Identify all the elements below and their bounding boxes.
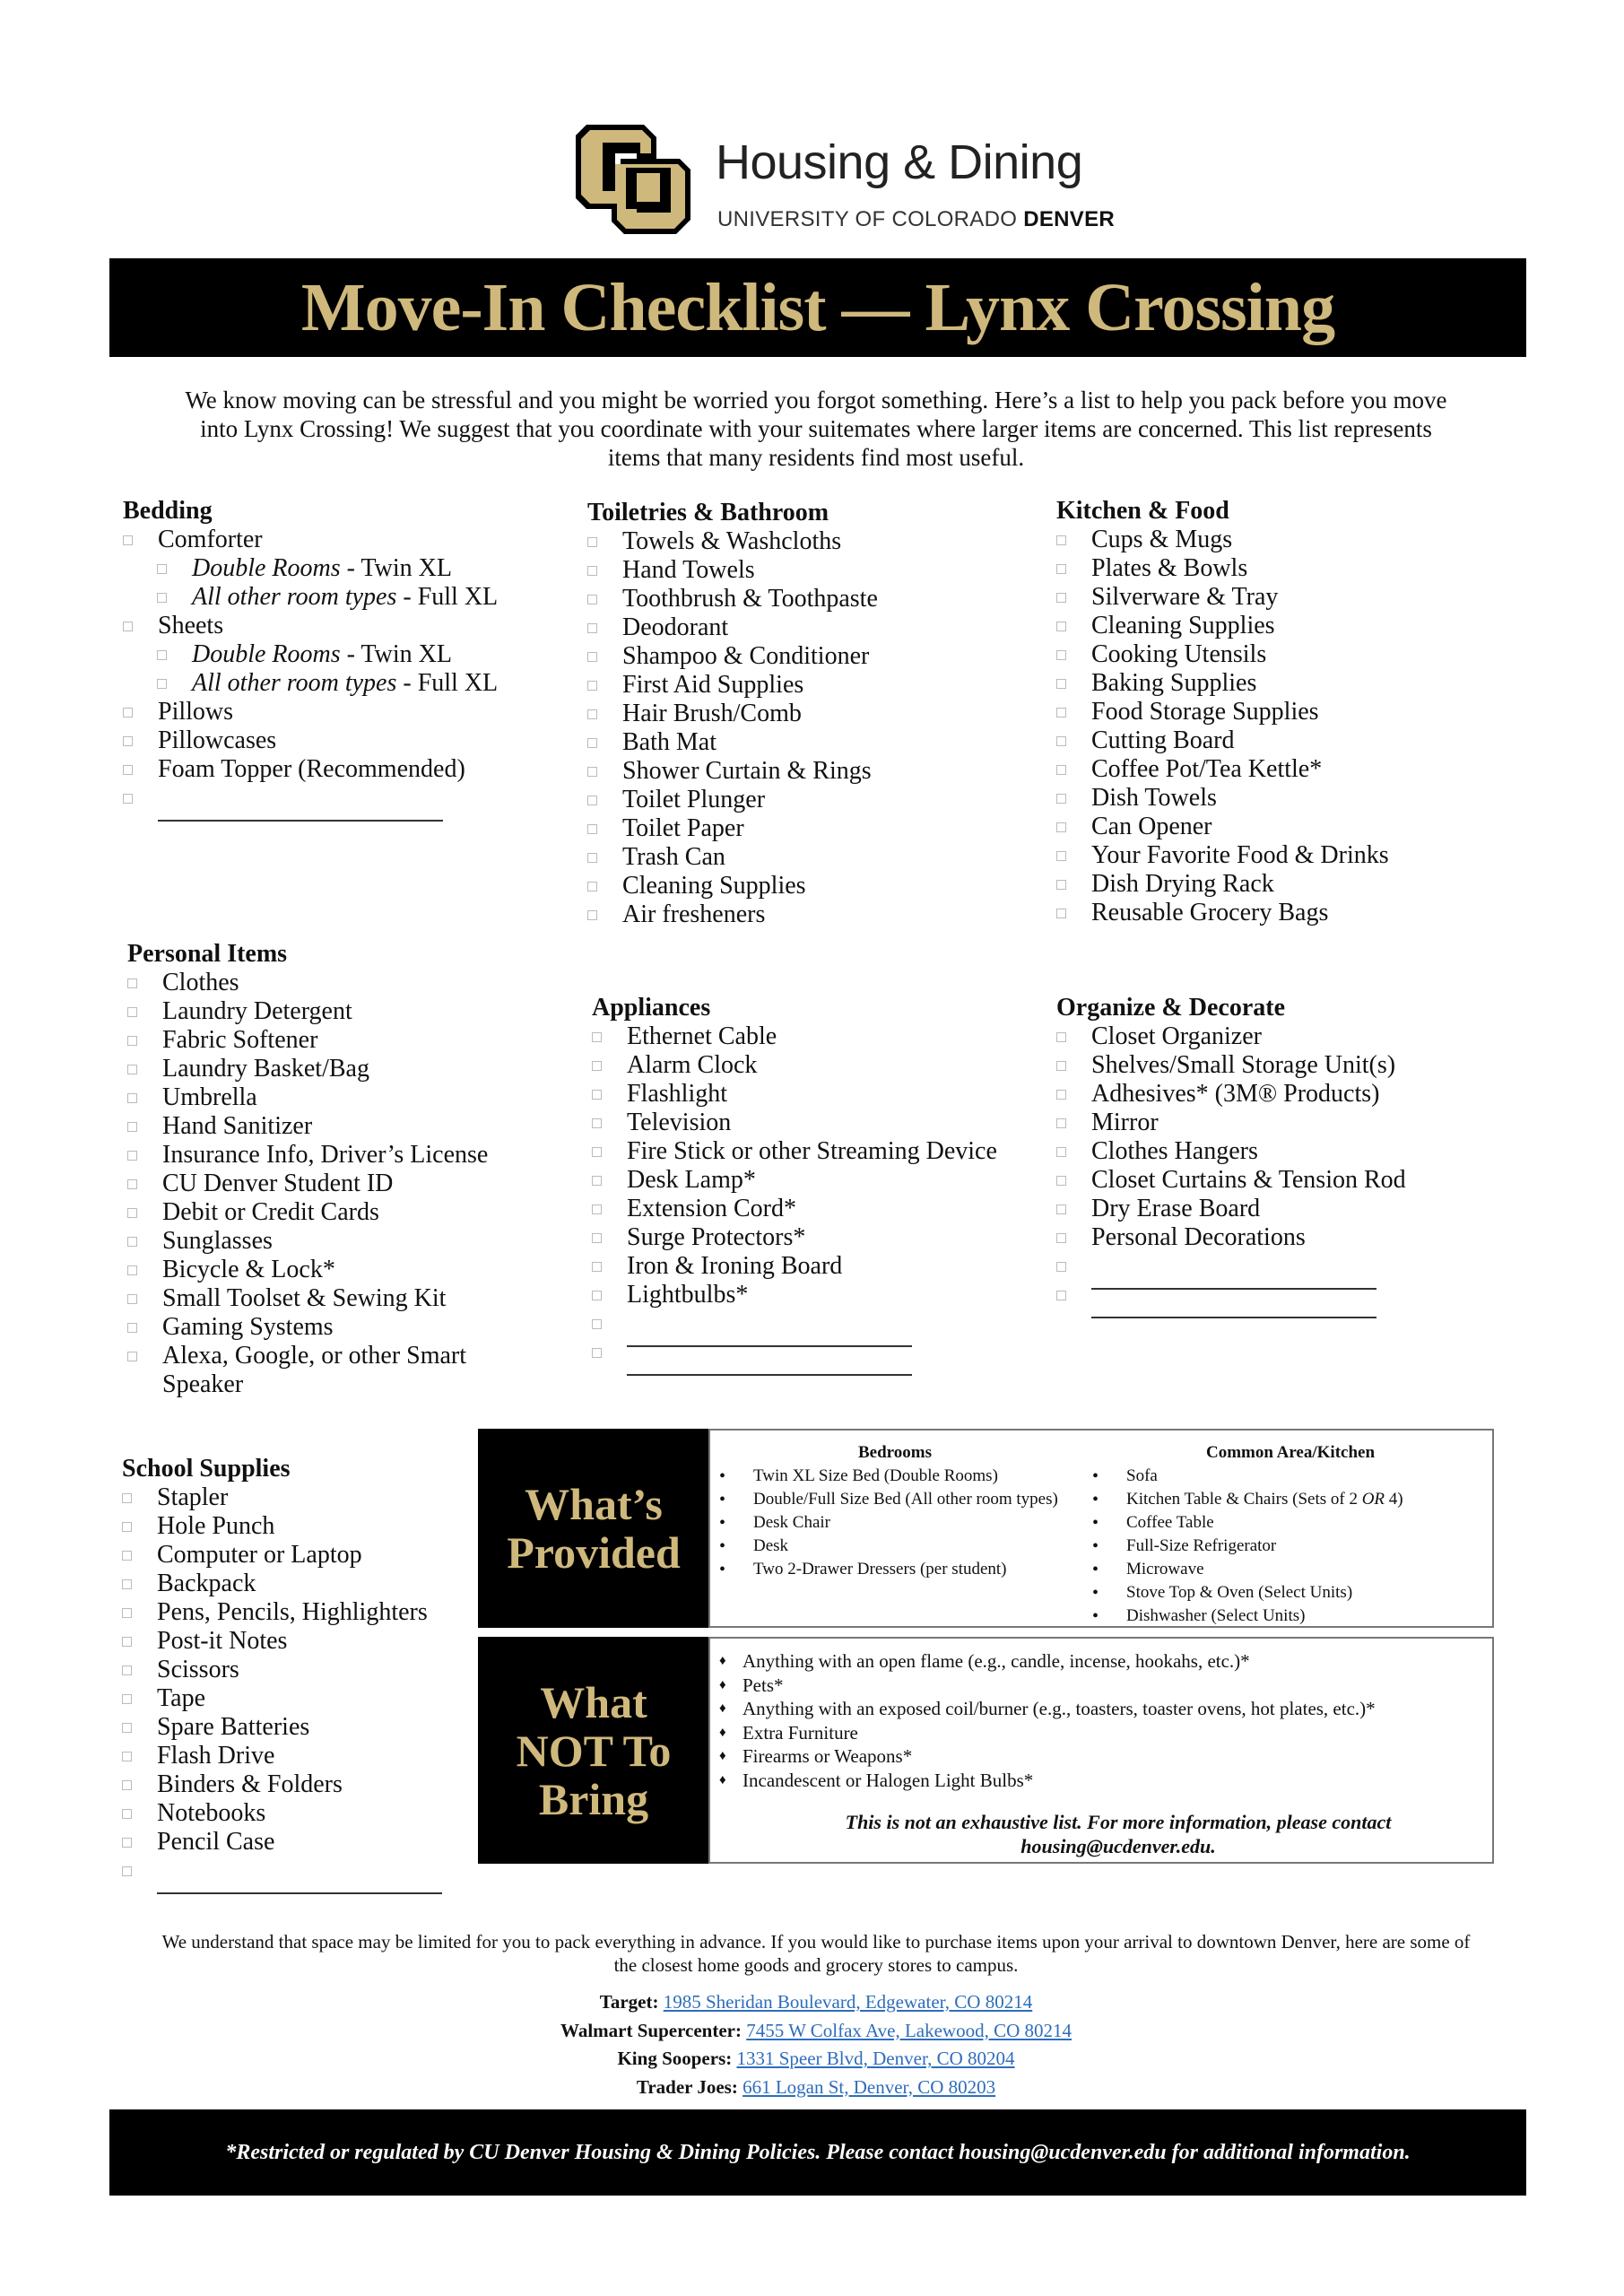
- write-in-line[interactable]: [627, 1352, 912, 1376]
- checkbox-icon[interactable]: [1056, 622, 1066, 631]
- checkbox-icon[interactable]: [1056, 1291, 1066, 1300]
- checkbox-icon[interactable]: [587, 566, 597, 576]
- checklist-item[interactable]: Food Storage Supplies: [1056, 698, 1505, 726]
- write-in-line[interactable]: [157, 1871, 442, 1894]
- checklist-item[interactable]: Cleaning Supplies: [1056, 612, 1505, 640]
- checkbox-icon[interactable]: [127, 978, 137, 988]
- checklist-item[interactable]: Spare Batteries: [122, 1713, 481, 1742]
- checklist-item[interactable]: Dish Towels: [1056, 784, 1505, 813]
- checklist-item[interactable]: Surge Protectors*: [592, 1223, 1058, 1252]
- whats-provided-panel: [708, 1429, 1494, 1628]
- checklist-item[interactable]: Towels & Washcloths: [587, 527, 1036, 556]
- checklist-blank-item[interactable]: [1056, 1252, 1505, 1281]
- prohibited-item: ♦ Anything with an exposed coil/burner (e.g., toasters, toaster ovens, hot plates, etc.)*: [717, 1697, 1492, 1721]
- checkbox-icon[interactable]: [122, 1809, 132, 1819]
- checkbox-icon[interactable]: [1056, 1205, 1066, 1214]
- checkbox-icon[interactable]: [1056, 1176, 1066, 1186]
- provided-bedrooms: [716, 1441, 1074, 1581]
- provided-item: • Full-Size Refrigerator: [1089, 1535, 1492, 1558]
- provided-common-area: [1089, 1441, 1492, 1628]
- checklist-item[interactable]: Foam Topper (Recommended): [123, 755, 517, 784]
- checklist: [127, 969, 549, 1399]
- checkbox-icon[interactable]: [127, 1294, 137, 1304]
- section-organize-decorate: [1056, 994, 1505, 1309]
- section-heading: Toiletries & Bathroom: [587, 499, 829, 526]
- prohibited-item: ♦ Firearms or Weapons*: [717, 1744, 1492, 1769]
- checkbox-icon[interactable]: [592, 1061, 602, 1071]
- provided-item: • Microwave: [1089, 1558, 1492, 1581]
- checkbox-icon[interactable]: [127, 1007, 137, 1017]
- column-heading: Common Area/Kitchen: [1205, 1443, 1376, 1462]
- checklist-item[interactable]: Deodorant: [587, 613, 1036, 642]
- checkbox-icon[interactable]: [1056, 822, 1066, 832]
- brand-title: Housing & Dining: [716, 135, 1083, 189]
- checkbox-icon[interactable]: [592, 1147, 602, 1157]
- checklist-item[interactable]: Laundry Basket/Bag: [127, 1055, 521, 1083]
- checklist-item[interactable]: Television: [592, 1109, 1058, 1137]
- checkbox-icon[interactable]: [157, 650, 167, 660]
- checkbox-icon[interactable]: [157, 679, 167, 689]
- checkbox-icon[interactable]: [1056, 765, 1066, 775]
- what-not-to-bring-label: What NOT To Bring: [478, 1637, 709, 1864]
- footer-note: *Restricted or regulated by CU Denver Housing & Dining Policies. Please contact housing@ucdenver.edu for additional information.: [225, 2140, 1411, 2164]
- intro-paragraph: We know moving can be stressful and you might be worried you forgot something. Here’s a list to help you pack before you move into Lynx Crossing! We suggest that you coordinate with your suitemates where larger items are concerned. This list represents items that many residents find most useful.: [185, 387, 1447, 471]
- checkbox-icon[interactable]: [1056, 794, 1066, 804]
- checkbox-icon[interactable]: [122, 1780, 132, 1790]
- checklist-item[interactable]: Computer or Laptop: [122, 1541, 481, 1570]
- checklist-item[interactable]: Pens, Pencils, Highlighters: [122, 1598, 481, 1627]
- checklist-item[interactable]: Cleaning Supplies: [587, 872, 1036, 900]
- checkbox-icon[interactable]: [122, 1838, 132, 1848]
- checkbox-icon[interactable]: [1056, 1061, 1066, 1071]
- prohibited-item: ♦ Anything with an open flame (e.g., candle, incense, hookahs, etc.)*: [717, 1649, 1492, 1674]
- checklist-item[interactable]: Cooking Utensils: [1056, 640, 1505, 669]
- checkbox-icon[interactable]: [592, 1176, 602, 1186]
- checkbox-icon[interactable]: [1056, 1262, 1066, 1272]
- store-entry: [161, 1990, 1471, 2013]
- checklist-item[interactable]: Hair Brush/Comb: [587, 700, 1036, 728]
- checklist: [122, 1483, 481, 1885]
- checkbox-icon[interactable]: [123, 765, 133, 775]
- section-personal-items: [127, 940, 549, 1399]
- checklist-item[interactable]: Bath Mat: [587, 728, 1036, 757]
- column-heading: Bedrooms: [858, 1443, 932, 1462]
- provided-item: • Desk Chair: [716, 1511, 1074, 1535]
- checklist-item[interactable]: Cups & Mugs: [1056, 526, 1505, 554]
- checklist-item[interactable]: Iron & Ironing Board: [592, 1252, 1058, 1281]
- checkbox-icon[interactable]: [123, 622, 133, 631]
- checklist-item[interactable]: Hand Towels: [587, 556, 1036, 585]
- provided-item: • Sofa: [1089, 1465, 1492, 1488]
- store-entry: [161, 2075, 1471, 2099]
- checkbox-icon[interactable]: [127, 1352, 137, 1361]
- checkbox-icon[interactable]: [122, 1637, 132, 1647]
- section-heading: Appliances: [592, 994, 711, 1022]
- checkbox-icon[interactable]: [127, 1323, 137, 1333]
- checkbox-icon[interactable]: [122, 1694, 132, 1704]
- checklist-item[interactable]: Plates & Bowls: [1056, 554, 1505, 583]
- checklist-item[interactable]: Toilet Plunger: [587, 786, 1036, 814]
- checkbox-icon[interactable]: [592, 1032, 602, 1042]
- checklist-item[interactable]: Extension Cord*: [592, 1195, 1058, 1223]
- checklist-item[interactable]: Binders & Folders: [122, 1770, 481, 1799]
- checklist-item[interactable]: Notebooks: [122, 1799, 481, 1828]
- brand-subtitle: UNIVERSITY OF COLORADO DENVER: [717, 207, 1116, 231]
- checkbox-icon[interactable]: [592, 1348, 602, 1358]
- checklist-item[interactable]: Stapler: [122, 1483, 481, 1512]
- checklist-blank-item[interactable]: [592, 1338, 1058, 1367]
- store-address-link[interactable]: 1331 Speer Blvd, Denver, CO 80204: [736, 2048, 1015, 2069]
- page-title: Move-In Checklist — Lynx Crossing: [300, 269, 1335, 345]
- checklist-item[interactable]: Laundry Detergent: [127, 997, 521, 1026]
- checklist-item[interactable]: Pillowcases: [123, 726, 517, 755]
- checkbox-icon[interactable]: [127, 1122, 137, 1132]
- checklist-item[interactable]: Adhesives* (3M® Products): [1056, 1080, 1505, 1109]
- checkbox-icon[interactable]: [592, 1118, 602, 1128]
- checkbox-icon[interactable]: [127, 1237, 137, 1247]
- checklist-item[interactable]: Shelves/Small Storage Unit(s): [1056, 1051, 1505, 1080]
- checkbox-icon[interactable]: [1056, 1233, 1066, 1243]
- checkbox-icon[interactable]: [1056, 564, 1066, 574]
- provided-item: • Coffee Table: [1089, 1511, 1492, 1535]
- checklist-item[interactable]: First Aid Supplies: [587, 671, 1036, 700]
- section-kitchen: [1056, 497, 1505, 927]
- checkbox-icon[interactable]: [127, 1093, 137, 1103]
- checkbox-icon[interactable]: [592, 1205, 602, 1214]
- checklist-item[interactable]: Flash Drive: [122, 1742, 481, 1770]
- checklist-item[interactable]: Sheets: [123, 612, 517, 640]
- checkbox-icon[interactable]: [122, 1665, 132, 1675]
- section-heading: School Supplies: [122, 1455, 291, 1483]
- checklist: [592, 1022, 1058, 1367]
- checkbox-icon[interactable]: [127, 1151, 137, 1161]
- checkbox-icon[interactable]: [127, 1208, 137, 1218]
- checklist-item[interactable]: Shower Curtain & Rings: [587, 757, 1036, 786]
- checklist-item[interactable]: Desk Lamp*: [592, 1166, 1058, 1195]
- checkbox-icon[interactable]: [587, 796, 597, 805]
- checkbox-icon[interactable]: [123, 736, 133, 746]
- checklist-item[interactable]: Debit or Credit Cards: [127, 1198, 521, 1227]
- checkbox-icon[interactable]: [587, 767, 597, 777]
- stores-intro: We understand that space may be limited for you to pack everything in advance. If you would like to purchase items upon your arrival to downtown Denver, here are some of the closest home goods and grocery stores to campus.: [161, 1931, 1471, 1976]
- store-address-link[interactable]: 7455 W Colfax Ave, Lakewood, CO 80214: [746, 2019, 1073, 2041]
- checklist-item[interactable]: Flashlight: [592, 1080, 1058, 1109]
- checkbox-icon[interactable]: [127, 1265, 137, 1275]
- checklist-item[interactable]: Pencil Case: [122, 1828, 481, 1857]
- title-banner: [109, 258, 1526, 357]
- store-address-link[interactable]: 1985 Sheridan Boulevard, Edgewater, CO 80214: [663, 1991, 1033, 2013]
- checkbox-icon[interactable]: [587, 853, 597, 863]
- footer-banner: [109, 2109, 1526, 2196]
- what-not-to-bring-panel: [708, 1637, 1494, 1864]
- checklist-blank-item[interactable]: [122, 1857, 481, 1885]
- prohibited-item: ♦ Extra Furniture: [717, 1721, 1492, 1745]
- section-bedding: [123, 497, 517, 813]
- checkbox-icon[interactable]: [127, 1179, 137, 1189]
- checkbox-icon[interactable]: [157, 593, 167, 603]
- provided-item: • Stove Top & Oven (Select Units): [1089, 1581, 1492, 1605]
- checklist-item[interactable]: Shampoo & Conditioner: [587, 642, 1036, 671]
- store-entry: [161, 2047, 1471, 2070]
- section-heading: Organize & Decorate: [1056, 994, 1285, 1022]
- checkbox-icon[interactable]: [1056, 593, 1066, 603]
- checkbox-icon[interactable]: [1056, 1032, 1066, 1042]
- checkbox-icon[interactable]: [1056, 1118, 1066, 1128]
- checklist-item[interactable]: Ethernet Cable: [592, 1022, 1058, 1051]
- checkbox-icon[interactable]: [123, 708, 133, 718]
- checklist-item[interactable]: Scissors: [122, 1656, 481, 1684]
- checklist-item[interactable]: Fabric Softener: [127, 1026, 521, 1055]
- section-heading: Personal Items: [127, 940, 288, 968]
- checkbox-icon[interactable]: [1056, 1090, 1066, 1100]
- checklist-blank-item[interactable]: [123, 784, 517, 813]
- checkbox-icon[interactable]: [592, 1291, 602, 1300]
- checklist-item[interactable]: Hole Punch: [122, 1512, 481, 1541]
- checkbox-icon[interactable]: [1056, 535, 1066, 545]
- checkbox-icon[interactable]: [127, 1065, 137, 1074]
- cu-logo-icon: [574, 123, 692, 236]
- checklist-item[interactable]: Clothes Hangers: [1056, 1137, 1505, 1166]
- store-entry: [161, 2019, 1471, 2042]
- provided-item: • Desk: [716, 1535, 1074, 1558]
- write-in-line[interactable]: [1091, 1295, 1376, 1318]
- provided-item: • Double/Full Size Bed (All other room types): [716, 1488, 1074, 1511]
- provided-item: • Dishwasher (Select Units): [1089, 1605, 1492, 1628]
- checklist-item[interactable]: Lightbulbs*: [592, 1281, 1058, 1309]
- checklist-item[interactable]: Pillows: [123, 698, 517, 726]
- checklist-item[interactable]: Mirror: [1056, 1109, 1505, 1137]
- checklist-item[interactable]: Personal Decorations: [1056, 1223, 1505, 1252]
- checklist-item[interactable]: Sunglasses: [127, 1227, 521, 1256]
- disclaimer-note: This is not an exhaustive list. For more information, please contact housing@ucdenver.edu.: [845, 1811, 1392, 1857]
- checklist-blank-item[interactable]: [1056, 1281, 1505, 1309]
- checkbox-icon[interactable]: [122, 1752, 132, 1761]
- checklist-item[interactable]: Cutting Board: [1056, 726, 1505, 755]
- checkbox-icon[interactable]: [587, 882, 597, 891]
- checklist-item[interactable]: Trash Can: [587, 843, 1036, 872]
- store-name: King Soopers:: [617, 2048, 737, 2069]
- store-name: Target:: [599, 1991, 664, 2013]
- checklist-item[interactable]: Fire Stick or other Streaming Device: [592, 1137, 1058, 1166]
- checklist-item[interactable]: Toilet Paper: [587, 814, 1036, 843]
- store-name: Walmart Supercenter:: [560, 2019, 747, 2041]
- checkbox-icon[interactable]: [123, 535, 133, 545]
- checklist-item[interactable]: Closet Organizer: [1056, 1022, 1505, 1051]
- checklist-item[interactable]: Bicycle & Lock*: [127, 1256, 521, 1284]
- checklist-item[interactable]: Alarm Clock: [592, 1051, 1058, 1080]
- checkbox-icon[interactable]: [587, 910, 597, 920]
- checklist-subitem[interactable]: Double Rooms - Twin XL: [123, 554, 517, 583]
- checklist-item[interactable]: Reusable Grocery Bags: [1056, 899, 1505, 927]
- checkbox-icon[interactable]: [1056, 880, 1066, 890]
- checklist-blank-item[interactable]: [592, 1309, 1058, 1338]
- checklist-item[interactable]: Tape: [122, 1684, 481, 1713]
- checkbox-icon[interactable]: [127, 1036, 137, 1046]
- checklist-item[interactable]: Post-it Notes: [122, 1627, 481, 1656]
- checkbox-icon[interactable]: [122, 1579, 132, 1589]
- checklist-item[interactable]: Air fresheners: [587, 900, 1036, 929]
- checkbox-icon[interactable]: [587, 595, 597, 604]
- checkbox-icon[interactable]: [1056, 708, 1066, 718]
- checkbox-icon[interactable]: [587, 681, 597, 691]
- store-address-link[interactable]: 661 Logan St, Denver, CO 80203: [743, 2075, 996, 2098]
- prohibited-item: ♦ Incandescent or Halogen Light Bulbs*: [717, 1769, 1492, 1793]
- provided-item: • Two 2-Drawer Dressers (per student): [716, 1558, 1074, 1581]
- checkbox-icon[interactable]: [587, 738, 597, 748]
- section-heading: Bedding: [123, 497, 213, 525]
- checkbox-icon[interactable]: [157, 564, 167, 574]
- store-name: Trader Joes:: [636, 2075, 743, 2098]
- section-toiletries: [587, 499, 1036, 929]
- checkbox-icon[interactable]: [122, 1723, 132, 1733]
- checklist-item[interactable]: Backpack: [122, 1570, 481, 1598]
- checkbox-icon[interactable]: [1056, 736, 1066, 746]
- checkbox-icon[interactable]: [1056, 1147, 1066, 1157]
- checkbox-icon[interactable]: [1056, 909, 1066, 918]
- checkbox-icon[interactable]: [587, 709, 597, 719]
- checklist-item[interactable]: Baking Supplies: [1056, 669, 1505, 698]
- checklist-item[interactable]: Silverware & Tray: [1056, 583, 1505, 612]
- write-in-line[interactable]: [158, 798, 443, 822]
- checklist: [587, 527, 1036, 929]
- checkbox-icon[interactable]: [1056, 679, 1066, 689]
- checkbox-icon[interactable]: [1056, 650, 1066, 660]
- checkbox-icon[interactable]: [123, 794, 133, 804]
- checkbox-icon[interactable]: [1056, 851, 1066, 861]
- checklist-item[interactable]: Clothes: [127, 969, 521, 997]
- checklist-item[interactable]: Dry Erase Board: [1056, 1195, 1505, 1223]
- checklist-item[interactable]: Toothbrush & Toothpaste: [587, 585, 1036, 613]
- checklist-item[interactable]: Dish Drying Rack: [1056, 870, 1505, 899]
- checkbox-icon[interactable]: [122, 1608, 132, 1618]
- checklist-subitem[interactable]: Double Rooms - Twin XL: [123, 640, 517, 669]
- checkbox-icon[interactable]: [587, 623, 597, 633]
- provided-item: • Kitchen Table & Chairs (Sets of 2 OR 4): [1089, 1488, 1492, 1511]
- checkbox-icon[interactable]: [122, 1551, 132, 1561]
- whats-provided-label: What’s Provided: [478, 1429, 709, 1628]
- section-school-supplies: [122, 1455, 481, 1885]
- checklist: [1056, 526, 1505, 927]
- checklist-item[interactable]: Hand Sanitizer: [127, 1112, 521, 1141]
- checklist-item[interactable]: Umbrella: [127, 1083, 521, 1112]
- checklist-item[interactable]: Alexa, Google, or other Smart Speaker: [127, 1342, 521, 1399]
- checkbox-icon[interactable]: [592, 1319, 602, 1329]
- checkbox-icon[interactable]: [122, 1493, 132, 1503]
- checklist-item[interactable]: Small Toolset & Sewing Kit: [127, 1284, 521, 1313]
- checkbox-icon[interactable]: [587, 652, 597, 662]
- prohibited-item: ♦ Pets*: [717, 1674, 1492, 1698]
- checklist-item[interactable]: Insurance Info, Driver’s License: [127, 1141, 521, 1170]
- checkbox-icon[interactable]: [587, 537, 597, 547]
- checkbox-icon[interactable]: [122, 1866, 132, 1876]
- checkbox-icon[interactable]: [587, 824, 597, 834]
- checklist-item[interactable]: Can Opener: [1056, 813, 1505, 841]
- checklist-item[interactable]: Gaming Systems: [127, 1313, 521, 1342]
- checklist-subitem[interactable]: All other room types - Full XL: [123, 669, 517, 698]
- checklist-item[interactable]: CU Denver Student ID: [127, 1170, 521, 1198]
- section-appliances: [592, 994, 1058, 1367]
- checklist-subitem[interactable]: All other room types - Full XL: [123, 583, 517, 612]
- checklist: [1056, 1022, 1505, 1309]
- checkbox-icon[interactable]: [122, 1522, 132, 1532]
- checkbox-icon[interactable]: [592, 1233, 602, 1243]
- checklist-item[interactable]: Your Favorite Food & Drinks: [1056, 841, 1505, 870]
- checkbox-icon[interactable]: [592, 1262, 602, 1272]
- checklist-item[interactable]: Closet Curtains & Tension Rod: [1056, 1166, 1505, 1195]
- section-heading: Kitchen & Food: [1056, 497, 1229, 525]
- checkbox-icon[interactable]: [592, 1090, 602, 1100]
- checklist-item[interactable]: Comforter: [123, 526, 517, 554]
- provided-item: • Twin XL Size Bed (Double Rooms): [716, 1465, 1074, 1488]
- checklist-item[interactable]: Coffee Pot/Tea Kettle*: [1056, 755, 1505, 784]
